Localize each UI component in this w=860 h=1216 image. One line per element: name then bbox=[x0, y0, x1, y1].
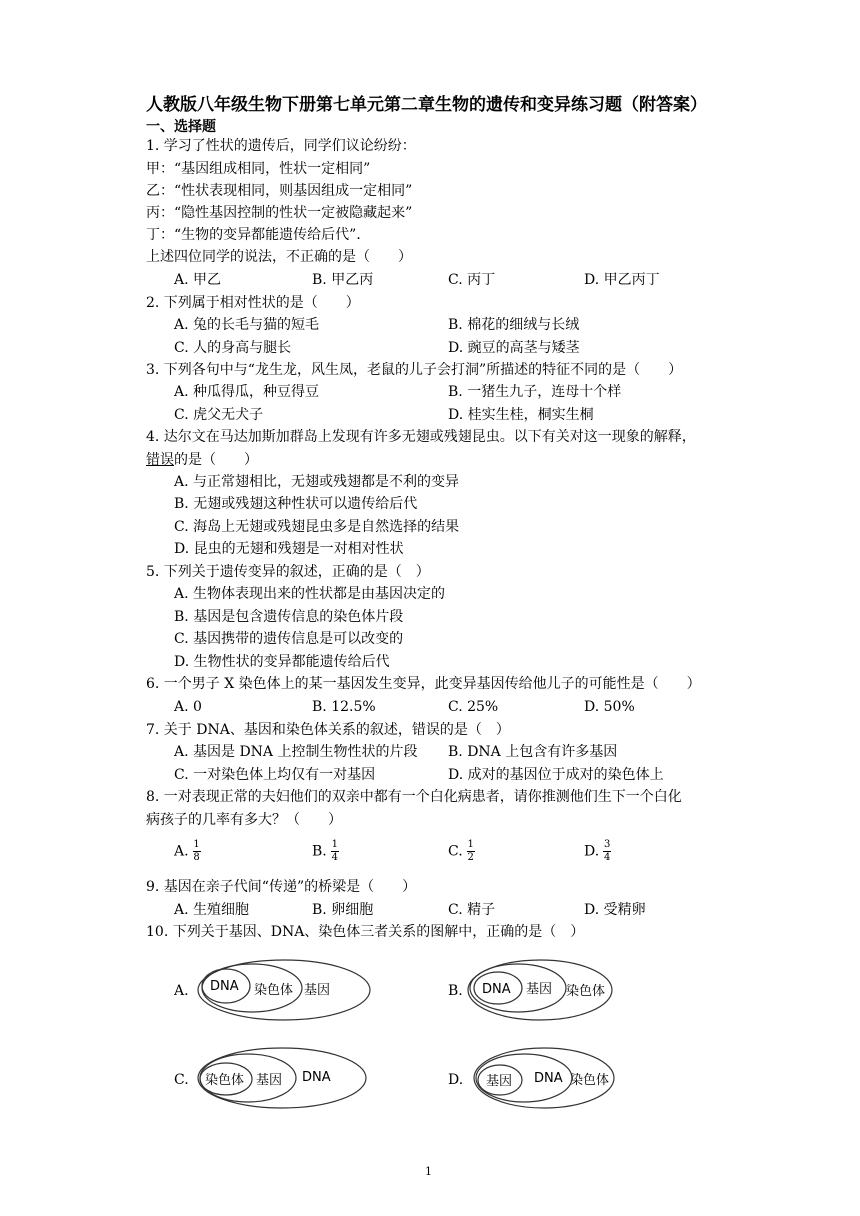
q10-option-c-diagram[interactable] bbox=[196, 1046, 372, 1110]
inner-label: DNA bbox=[210, 979, 239, 994]
q10-option-c-label[interactable]: C. bbox=[174, 1072, 189, 1088]
q5-option-a[interactable]: A. 生物体表现出来的性状都是由基因决定的 bbox=[174, 586, 446, 602]
inner-label: 基因 bbox=[486, 1074, 513, 1089]
q6-option-b[interactable]: B. 12.5% bbox=[312, 699, 376, 715]
q9-option-b[interactable]: B. 卵细胞 bbox=[312, 902, 374, 918]
q8-option-a-label: A. bbox=[174, 843, 189, 860]
inner-label: 染色体 bbox=[205, 1073, 245, 1088]
q1-option-a[interactable]: A. 甲乙 bbox=[174, 272, 222, 288]
q4-option-a[interactable]: A. 与正常翅相比，无翅或残翅都是不利的变异 bbox=[174, 474, 460, 490]
q2-option-b[interactable]: B. 棉花的细绒与长绒 bbox=[448, 317, 580, 333]
q4-option-c[interactable]: C. 海岛上无翅或残翅昆虫多是自然选择的结果 bbox=[174, 519, 460, 535]
q4-stem-line2 bbox=[146, 451, 258, 469]
q6-option-a[interactable]: A. 0 bbox=[174, 699, 202, 715]
q8-option-b-label: B. bbox=[312, 843, 327, 860]
q9-option-d[interactable]: D. 受精卵 bbox=[584, 902, 646, 918]
q8-option-b[interactable] bbox=[312, 840, 339, 863]
q10-option-b-diagram[interactable] bbox=[466, 958, 616, 1022]
q10-option-d-diagram[interactable] bbox=[472, 1046, 618, 1110]
q7-option-a[interactable]: A. 基因是 DNA 上控制生物性状的片段 bbox=[174, 744, 418, 760]
q8-option-d[interactable] bbox=[584, 840, 611, 863]
q5-stem: 5. 下列关于遗传变异的叙述，正确的是（ ） bbox=[146, 564, 430, 580]
q8-option-a-fraction bbox=[193, 840, 201, 863]
q7-option-b[interactable]: B. DNA 上包含有许多基因 bbox=[448, 744, 618, 760]
q8-stem: 8. 一对表现正常的夫妇他们的双亲中都有一个白化病患者，请你推测他们生下一个白化 bbox=[146, 789, 682, 805]
q3-stem: 3. 下列各句中与“龙生龙，风生凤，老鼠的儿子会打洞”所描述的特征不同的是（ ） bbox=[146, 362, 683, 378]
q10-option-a-diagram[interactable] bbox=[196, 958, 372, 1022]
q8-option-c-label: C. bbox=[448, 843, 463, 860]
q5-option-b[interactable]: B. 基因是包含遗传信息的染色体片段 bbox=[174, 609, 404, 625]
outer-label: DNA bbox=[302, 1070, 331, 1085]
q10-option-b-label[interactable]: B. bbox=[448, 983, 463, 999]
fraction-denominator: 4 bbox=[604, 852, 611, 863]
fraction-denominator: 8 bbox=[193, 852, 200, 863]
q8-option-b-fraction bbox=[331, 840, 339, 863]
document-title: 人教版八年级生物下册第七单元第二章生物的遗传和变异练习题（附答案） bbox=[146, 95, 707, 115]
q10-stem: 10. 下列关于基因、DNA、染色体三者关系的图解中，正确的是（ ） bbox=[146, 924, 585, 940]
q5-option-d[interactable]: D. 生物性状的变异都能遗传给后代 bbox=[174, 654, 390, 670]
outer-label: 基因 bbox=[304, 983, 331, 998]
q9-option-a[interactable]: A. 生殖细胞 bbox=[174, 902, 250, 918]
q1-statement-yi: 乙：“性状表现相同，则基因组成一定相同” bbox=[146, 183, 413, 199]
q1-ask: 上述四位同学的说法，不正确的是（ ） bbox=[146, 249, 412, 265]
q1-statement-ding: 丁：“生物的变异都能遗传给后代”． bbox=[146, 227, 371, 243]
section-heading: 一、选择题 bbox=[146, 119, 216, 135]
q6-stem: 6. 一个男子 X 染色体上的某一基因发生变异，此变异基因传给他儿子的可能性是（ ） bbox=[146, 676, 701, 692]
q1-option-c[interactable]: C. 丙丁 bbox=[448, 272, 496, 288]
q4-stem-tail: 的是（ ） bbox=[174, 452, 258, 468]
q4-underlined-word: 错误 bbox=[146, 452, 174, 468]
q8-option-d-fraction bbox=[603, 840, 611, 863]
q2-stem: 2. 下列属于相对性状的是（ ） bbox=[146, 295, 360, 311]
q2-option-d[interactable]: D. 豌豆的高茎与矮茎 bbox=[448, 340, 580, 356]
q8-option-d-label: D. bbox=[584, 843, 600, 860]
q4-option-d[interactable]: D. 昆虫的无翅和残翅是一对相对性状 bbox=[174, 541, 404, 557]
q6-option-c[interactable]: C. 25% bbox=[448, 699, 499, 715]
fraction-numerator: 3 bbox=[604, 839, 611, 850]
q1-statement-bing: 丙：“隐性基因控制的性状一定被隐藏起来” bbox=[146, 205, 413, 221]
fraction-numerator: 1 bbox=[331, 839, 338, 850]
q1-option-b[interactable]: B. 甲乙丙 bbox=[312, 272, 374, 288]
q2-option-c[interactable]: C. 人的身高与腿长 bbox=[174, 340, 292, 356]
fraction-numerator: 1 bbox=[467, 839, 474, 850]
q8-option-c[interactable] bbox=[448, 840, 475, 863]
q3-option-a[interactable]: A. 种瓜得瓜，种豆得豆 bbox=[174, 384, 320, 400]
outer-label: 染色体 bbox=[566, 984, 606, 999]
inner-label: DNA bbox=[482, 982, 511, 997]
fraction-denominator: 2 bbox=[467, 852, 474, 863]
q1-statement-jia: 甲：“基因组成相同，性状一定相同” bbox=[146, 161, 371, 177]
middle-label: DNA bbox=[534, 1071, 563, 1086]
q3-option-d[interactable]: D. 桂实生桂，桐实生桐 bbox=[448, 407, 594, 423]
outer-label: 染色体 bbox=[570, 1073, 610, 1088]
middle-label: 基因 bbox=[256, 1073, 283, 1088]
fraction-denominator: 4 bbox=[331, 852, 338, 863]
page-number: 1 bbox=[425, 1165, 432, 1178]
q7-option-d[interactable]: D. 成对的基因位于成对的染色体上 bbox=[448, 767, 664, 783]
q2-option-a[interactable]: A. 兔的长毛与猫的短毛 bbox=[174, 317, 320, 333]
q4-option-b[interactable]: B. 无翅或残翅这种性状可以遗传给后代 bbox=[174, 496, 418, 512]
q6-option-d[interactable]: D. 50% bbox=[584, 699, 635, 715]
middle-label: 染色体 bbox=[254, 983, 294, 998]
q10-option-a-label[interactable]: A. bbox=[174, 983, 189, 999]
q5-option-c[interactable]: C. 基因携带的遗传信息是可以改变的 bbox=[174, 631, 404, 647]
q8-stem-line2: 病孩子的几率有多大？（ ） bbox=[146, 812, 342, 828]
q4-stem: 4. 达尔文在马达加斯加群岛上发现有许多无翅或残翅昆虫。以下有关对这一现象的解释， bbox=[146, 429, 696, 445]
fraction-numerator: 1 bbox=[193, 839, 200, 850]
q9-option-c[interactable]: C. 精子 bbox=[448, 902, 496, 918]
q7-stem: 7. 关于 DNA、基因和染色体关系的叙述，错误的是（ ） bbox=[146, 722, 510, 738]
q3-option-c[interactable]: C. 虎父无犬子 bbox=[174, 407, 264, 423]
q7-option-c[interactable]: C. 一对染色体上均仅有一对基因 bbox=[174, 767, 376, 783]
q10-option-d-label[interactable]: D. bbox=[448, 1072, 464, 1088]
q1-option-d[interactable]: D. 甲乙丙丁 bbox=[584, 272, 660, 288]
middle-label: 基因 bbox=[526, 982, 553, 997]
q3-option-b[interactable]: B. 一猪生九子，连母十个样 bbox=[448, 384, 622, 400]
q1-stem: 1. 学习了性状的遗传后，同学们议论纷纷： bbox=[146, 138, 416, 154]
q9-stem: 9. 基因在亲子代间“传递”的桥梁是（ ） bbox=[146, 879, 417, 895]
q8-option-a[interactable] bbox=[174, 840, 201, 863]
q8-option-c-fraction bbox=[467, 840, 475, 863]
